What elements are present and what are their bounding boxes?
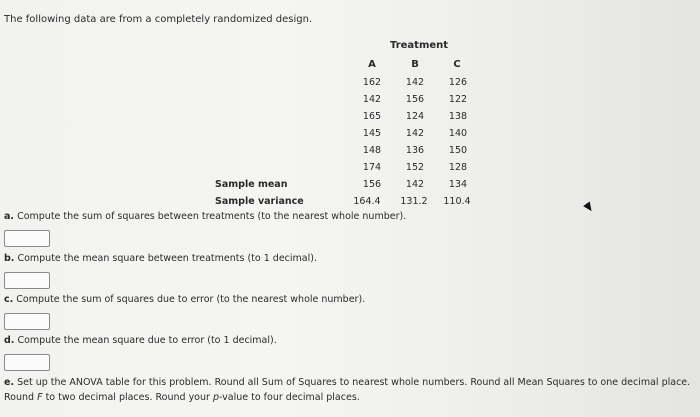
sample-mean-a: 156	[362, 179, 382, 190]
question-d-letter: d.	[4, 335, 15, 346]
question-e-f-symbol: F	[37, 392, 43, 403]
answer-a-input[interactable]	[4, 230, 50, 247]
question-d-text: Compute the mean square due to error (to 1 decimal).	[17, 335, 277, 346]
table-cell: 156	[405, 94, 425, 105]
sample-mean-b: 142	[405, 179, 425, 190]
question-e-p-symbol: p	[212, 392, 219, 403]
table-group-header: Treatment	[390, 40, 449, 51]
table-cell: 142	[405, 77, 425, 88]
question-e-letter: e.	[4, 377, 15, 388]
intro-text: The following data are from a completely randomized design.	[4, 14, 313, 25]
question-e-line1: Set up the ANOVA table for this problem. Round all Sum of Squares to nearest whole numbers. Round all Mean Squares to one decimal place.	[17, 377, 691, 388]
table-cell: 162	[362, 77, 382, 88]
table-cell: 138	[448, 111, 468, 122]
table-cell: 140	[448, 128, 468, 139]
column-header-a: A	[368, 59, 376, 70]
table-cell: 174	[362, 162, 382, 173]
question-b-letter: b.	[4, 253, 15, 264]
sample-mean-label: Sample mean	[215, 179, 288, 190]
question-a-text: Compute the sum of squares between treatments (to the nearest whole number).	[17, 211, 407, 222]
question-e-line2-part1: Round	[4, 392, 38, 403]
question-a-letter: a.	[4, 211, 15, 222]
question-e-line2	[4, 392, 360, 403]
question-c	[4, 294, 365, 305]
answer-c-input[interactable]	[4, 313, 50, 330]
question-e-line2-part2: to two decimal places. Round your	[42, 392, 213, 403]
sample-mean-c: 134	[448, 179, 468, 190]
table-cell: 150	[448, 145, 468, 156]
mouse-cursor-icon	[583, 202, 595, 214]
column-header-c: C	[453, 59, 461, 70]
question-b	[4, 253, 317, 264]
table-cell: 142	[405, 128, 425, 139]
question-e	[4, 377, 690, 388]
sample-variance-c: 110.4	[443, 196, 471, 207]
question-a	[4, 211, 406, 222]
sample-variance-a: 164.4	[353, 196, 381, 207]
table-cell: 145	[362, 128, 382, 139]
question-c-letter: c.	[4, 294, 14, 305]
question-b-text: Compute the mean square between treatments (to 1 decimal).	[17, 253, 317, 264]
table-cell: 152	[405, 162, 425, 173]
table-cell: 136	[405, 145, 425, 156]
table-cell: 148	[362, 145, 382, 156]
question-e-line2-part3: -value to four decimal places.	[218, 392, 360, 403]
answer-b-input[interactable]	[4, 272, 50, 289]
question-d	[4, 335, 277, 346]
table-cell: 126	[448, 77, 468, 88]
column-header-b: B	[411, 59, 419, 70]
table-cell: 142	[362, 94, 382, 105]
sample-variance-label: Sample variance	[215, 196, 304, 207]
answer-d-input[interactable]	[4, 354, 50, 371]
table-cell: 128	[448, 162, 468, 173]
sample-variance-b: 131.2	[400, 196, 428, 207]
table-cell: 124	[405, 111, 425, 122]
question-c-text: Compute the sum of squares due to error (to the nearest whole number).	[16, 294, 366, 305]
table-cell: 165	[362, 111, 382, 122]
table-cell: 122	[448, 94, 468, 105]
